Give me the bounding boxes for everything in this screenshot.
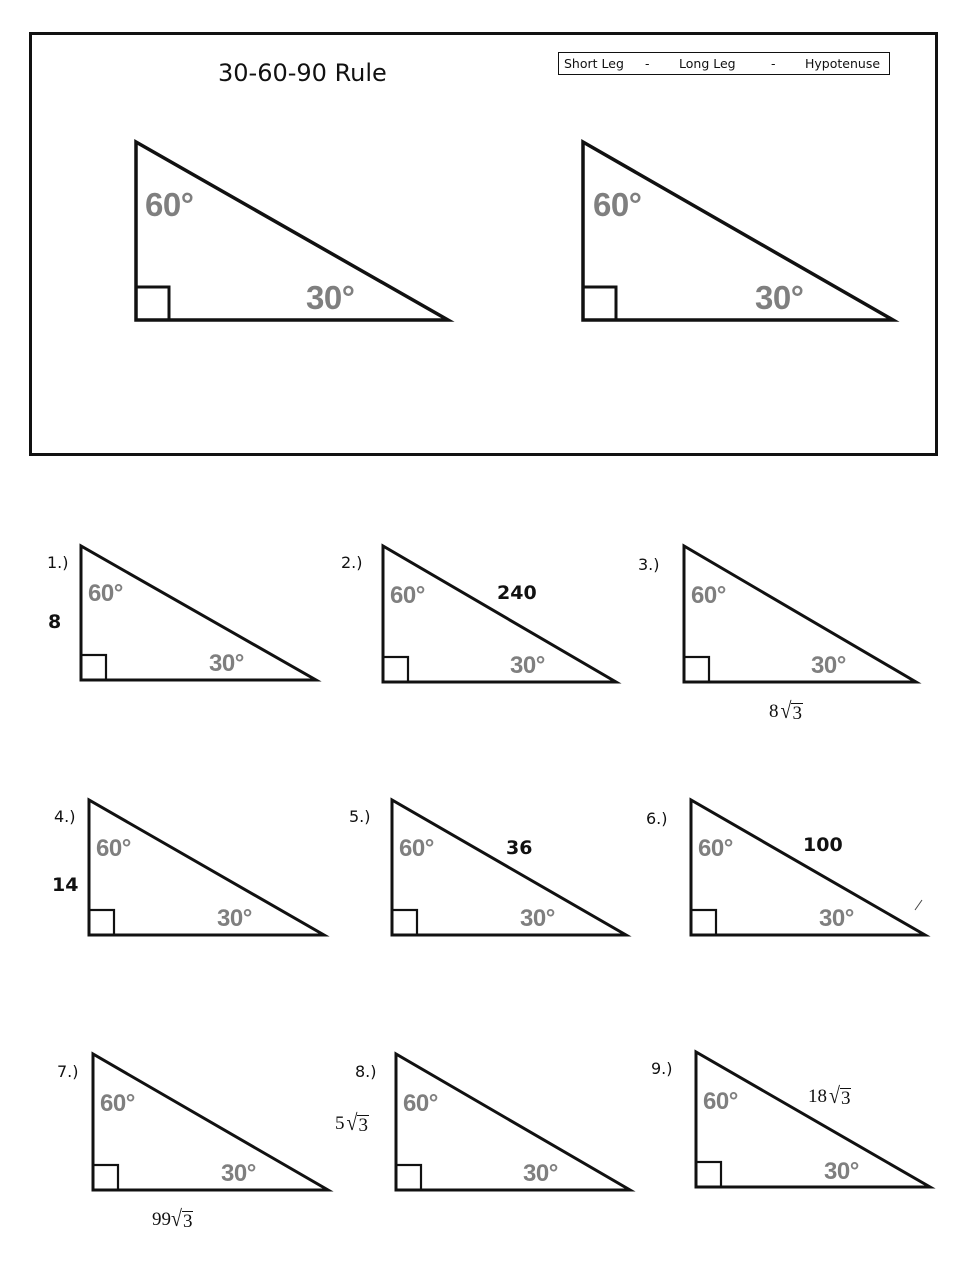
given-value: 36 xyxy=(506,837,533,859)
stray-mark xyxy=(915,900,922,910)
angle-60-label: 60° xyxy=(593,186,642,223)
given-value: 14 xyxy=(52,874,79,896)
angle-30-label: 30° xyxy=(217,905,252,932)
triangle-6 xyxy=(691,800,925,935)
problem-number: 7.) xyxy=(57,1062,79,1081)
legend-separator: - xyxy=(645,56,650,71)
angle-30-label: 30° xyxy=(523,1160,558,1187)
angle-60-label: 60° xyxy=(390,582,425,609)
triangle-2 xyxy=(383,546,616,682)
triangle-3 xyxy=(684,546,916,682)
given-radical xyxy=(769,700,803,723)
triangle-5 xyxy=(392,800,626,935)
page-title: 30-60-90 Rule xyxy=(218,59,387,87)
angle-60-label: 60° xyxy=(96,835,131,862)
angle-30-label: 30° xyxy=(209,650,244,677)
angle-30-label: 30° xyxy=(306,279,355,316)
given-radical xyxy=(335,1112,369,1135)
problem-number: 1.) xyxy=(47,553,69,572)
triangle-9 xyxy=(696,1052,930,1187)
angle-30-label: 30° xyxy=(811,652,846,679)
problem-number: 4.) xyxy=(54,807,76,826)
given-radical xyxy=(808,1085,851,1108)
problem-number: 6.) xyxy=(646,809,668,828)
problem-number: 2.) xyxy=(341,553,363,572)
legend-separator: - xyxy=(771,56,776,71)
legend-long-leg: Long Leg xyxy=(679,56,736,71)
angle-60-label: 60° xyxy=(403,1090,438,1117)
triangle-7 xyxy=(93,1054,328,1190)
radical-coefficient: 18 xyxy=(808,1086,827,1107)
radicand: 3 xyxy=(840,1088,851,1109)
angle-60-label: 60° xyxy=(88,580,123,607)
given-radical xyxy=(152,1208,193,1231)
given-value: 8 xyxy=(48,611,62,633)
radicand: 3 xyxy=(358,1115,368,1136)
radicand: 3 xyxy=(792,703,802,724)
problem-number: 8.) xyxy=(355,1062,377,1081)
triangle-4 xyxy=(89,800,324,935)
angle-60-label: 60° xyxy=(691,582,726,609)
radical-coefficient: 8 xyxy=(769,701,779,722)
angle-60-label: 60° xyxy=(145,186,194,223)
problem-number: 3.) xyxy=(638,555,660,574)
sqrt-icon: √ xyxy=(171,1206,182,1232)
sqrt-icon: √ xyxy=(829,1083,840,1109)
triangle-1 xyxy=(81,546,316,680)
radicand: 3 xyxy=(182,1211,193,1232)
angle-30-label: 30° xyxy=(520,905,555,932)
angle-60-label: 60° xyxy=(399,835,434,862)
angle-30-label: 30° xyxy=(221,1160,256,1187)
problem-number: 9.) xyxy=(651,1059,673,1078)
angle-60-label: 60° xyxy=(100,1090,135,1117)
angle-30-label: 30° xyxy=(819,905,854,932)
sqrt-icon: √ xyxy=(346,1110,358,1136)
given-value: 100 xyxy=(803,834,843,856)
legend-hypotenuse: Hypotenuse xyxy=(805,56,881,71)
angle-30-label: 30° xyxy=(510,652,545,679)
angle-60-label: 60° xyxy=(703,1088,738,1115)
radical-coefficient: 5 xyxy=(335,1113,345,1134)
radical-coefficient: 99 xyxy=(152,1209,171,1230)
given-value: 240 xyxy=(497,582,537,604)
triangle-8 xyxy=(396,1054,630,1190)
angle-30-label: 30° xyxy=(824,1158,859,1185)
angle-60-label: 60° xyxy=(698,835,733,862)
angle-30-label: 30° xyxy=(755,279,804,316)
sqrt-icon: √ xyxy=(780,698,792,724)
problem-number: 5.) xyxy=(349,807,371,826)
legend-short-leg: Short Leg xyxy=(564,56,624,71)
